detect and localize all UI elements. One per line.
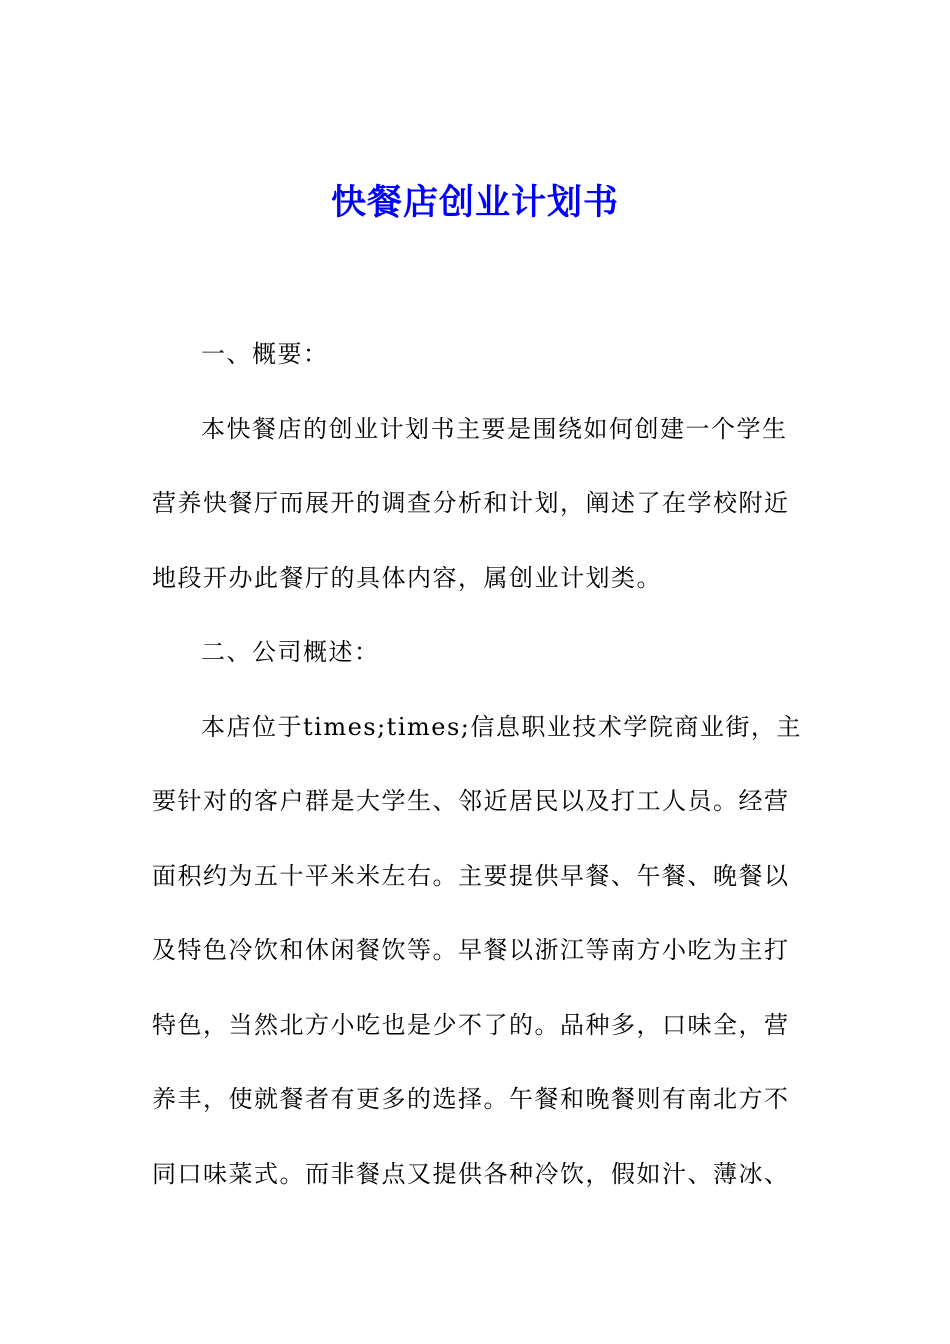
paragraph-line: 营养快餐厅而展开的调查分析和计划，阐述了在学校附近 [152, 489, 790, 517]
section-heading-company: 二、公司概述： [201, 638, 380, 666]
paragraph-line: 面积约为五十平米米左右。主要提供早餐、午餐、晚餐以 [152, 861, 790, 890]
paragraph-line: 地段开办此餐厅的具体内容，属创业计划类。 [152, 563, 662, 592]
paragraph-line: 养丰，使就餐者有更多的选择。午餐和晚餐则有南北方不 [152, 1085, 790, 1113]
paragraph-line: 特色，当然北方小吃也是少不了的。品种多，口味全，营 [152, 1010, 790, 1039]
paragraph-line: 本快餐店的创业计划书主要是围绕如何创建一个学生 [201, 414, 788, 443]
paragraph-line: 及特色冷饮和休闲餐饮等。早餐以浙江等南方小吃为主打 [152, 936, 790, 964]
document-title: 快餐店创业计划书 [330, 183, 619, 223]
paragraph-line: 本店位于times;times;信息职业技术学院商业街，主 [201, 712, 802, 741]
paragraph-line: 要针对的客户群是大学生、邻近居民以及打工人员。经营 [152, 787, 790, 815]
document-body [152, 329, 802, 1223]
paragraph-line: 同口味菜式。而非餐点又提供各种冷饮，假如汁、薄冰、 [152, 1159, 790, 1188]
section-heading-overview: 一、概要： [201, 340, 329, 368]
